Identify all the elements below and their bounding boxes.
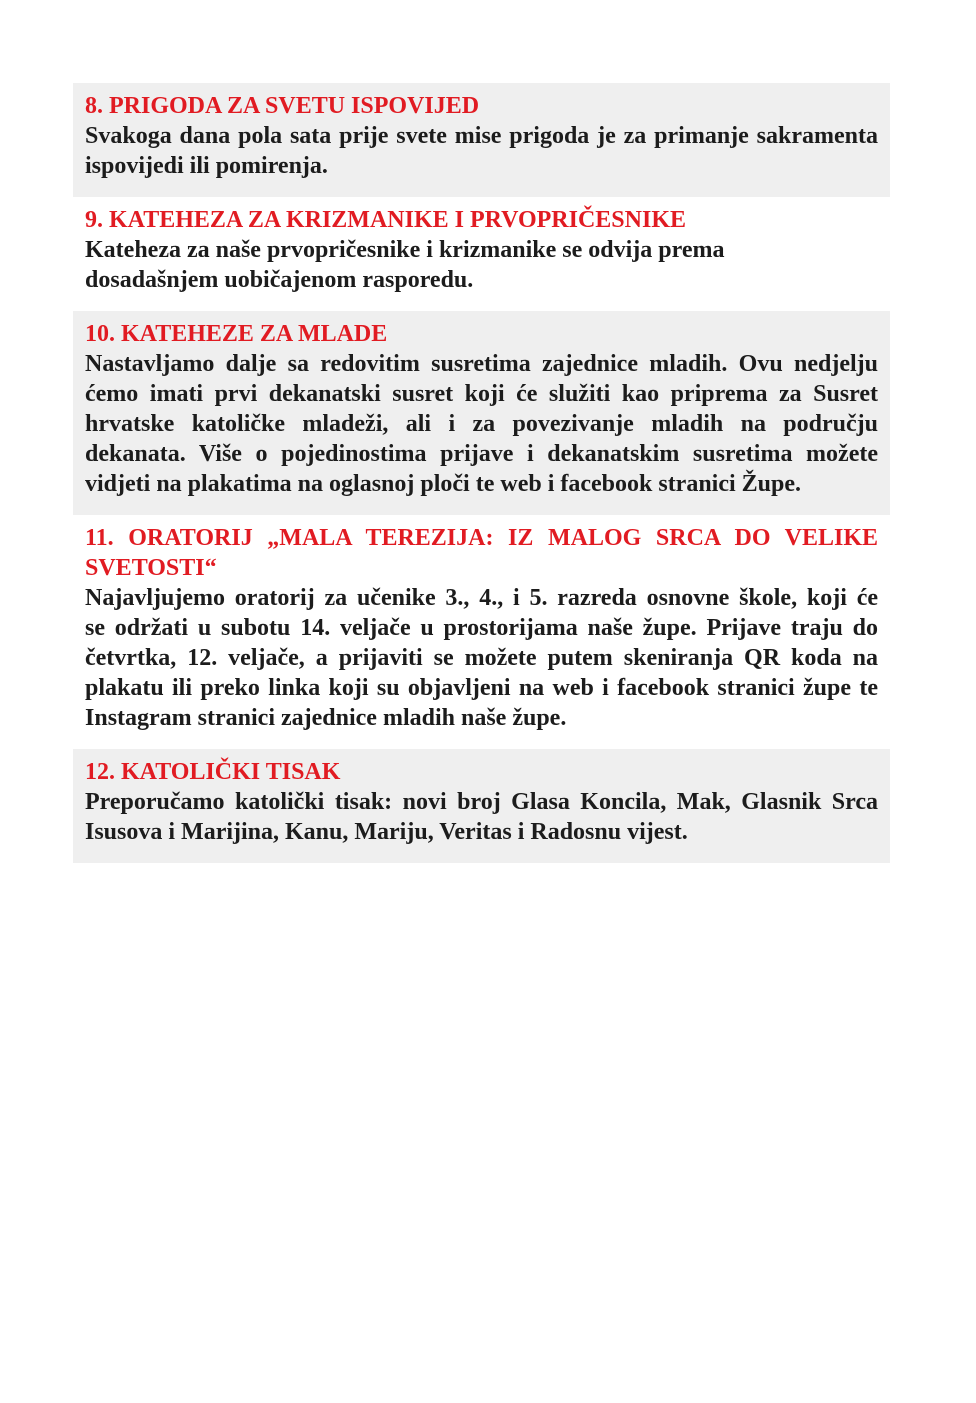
announcements-list	[73, 83, 890, 863]
section-heading	[85, 523, 878, 583]
section-body	[85, 583, 878, 733]
section-heading-line: 9. KATEHEZA ZA KRIZMANIKE I PRVOPRIČESNIKE	[85, 207, 686, 233]
bulletin-section	[73, 515, 890, 749]
section-body-line: ispovijedi ili pomirenja.	[85, 153, 328, 179]
section-body	[85, 349, 878, 499]
section-body	[85, 121, 878, 181]
section-body-line: Isusova i Marijina, Kanu, Mariju, Veritas i Radosnu vijest.	[85, 819, 688, 845]
bulletin-section	[73, 749, 890, 863]
section-heading-line: 11. ORATORIJ „MALA TEREZIJA: IZ MALOG SRCA DO VELIKE	[85, 525, 878, 551]
section-heading-line: 10. KATEHEZE ZA MLADE	[85, 321, 388, 347]
section-body-line: dosadašnjem uobičajenom rasporedu.	[85, 267, 474, 293]
section-body-line: ćemo imati prvi dekanatski susret koji će služiti kao priprema za Susret	[85, 381, 878, 407]
section-body-line: se održati u subotu 14. veljače u prostorijama naše župe. Prijave traju do	[85, 615, 878, 641]
bulletin-section	[73, 83, 890, 197]
section-heading-line: SVETOSTI“	[85, 555, 217, 581]
section-heading	[85, 319, 878, 349]
section-heading-line: 12. KATOLIČKI TISAK	[85, 759, 341, 785]
section-body-line: Najavljujemo oratorij za učenike 3., 4., i 5. razreda osnovne škole, koji će	[85, 585, 878, 611]
section-body-line: Svakoga dana pola sata prije svete mise prigoda je za primanje sakramenta	[85, 123, 878, 149]
section-body-line: hrvatske katoličke mladeži, ali i za povezivanje mladih na području	[85, 411, 878, 437]
bulletin-section	[73, 311, 890, 515]
section-body	[85, 787, 878, 847]
section-body-line: vidjeti na plakatima na oglasnoj ploči te web i facebook stranici Župe.	[85, 471, 802, 497]
section-heading	[85, 205, 878, 235]
section-heading	[85, 757, 878, 787]
section-heading	[85, 91, 878, 121]
section-body-line: plakatu ili preko linka koji su objavljeni na web i facebook stranici župe te	[85, 675, 878, 701]
section-body-line: Instagram stranici zajednice mladih naše župe.	[85, 705, 567, 731]
bulletin-section	[73, 197, 890, 311]
section-heading-line: 8. PRIGODA ZA SVETU ISPOVIJED	[85, 93, 480, 119]
section-body-line: Kateheza za naše prvopričesnike i krizmanike se odvija prema	[85, 237, 725, 263]
section-body	[85, 235, 878, 295]
section-body-line: Preporučamo katolički tisak: novi broj Glasa Koncila, Mak, Glasnik Srca	[85, 789, 878, 815]
section-body-line: Nastavljamo dalje sa redovitim susretima zajednice mladih. Ovu nedjelju	[85, 351, 878, 377]
section-body-line: dekanata. Više o pojedinostima prijave i dekanatskim susretima možete	[85, 441, 878, 467]
section-body-line: četvrtka, 12. veljače, a prijaviti se možete putem skeniranja QR koda na	[85, 645, 878, 671]
